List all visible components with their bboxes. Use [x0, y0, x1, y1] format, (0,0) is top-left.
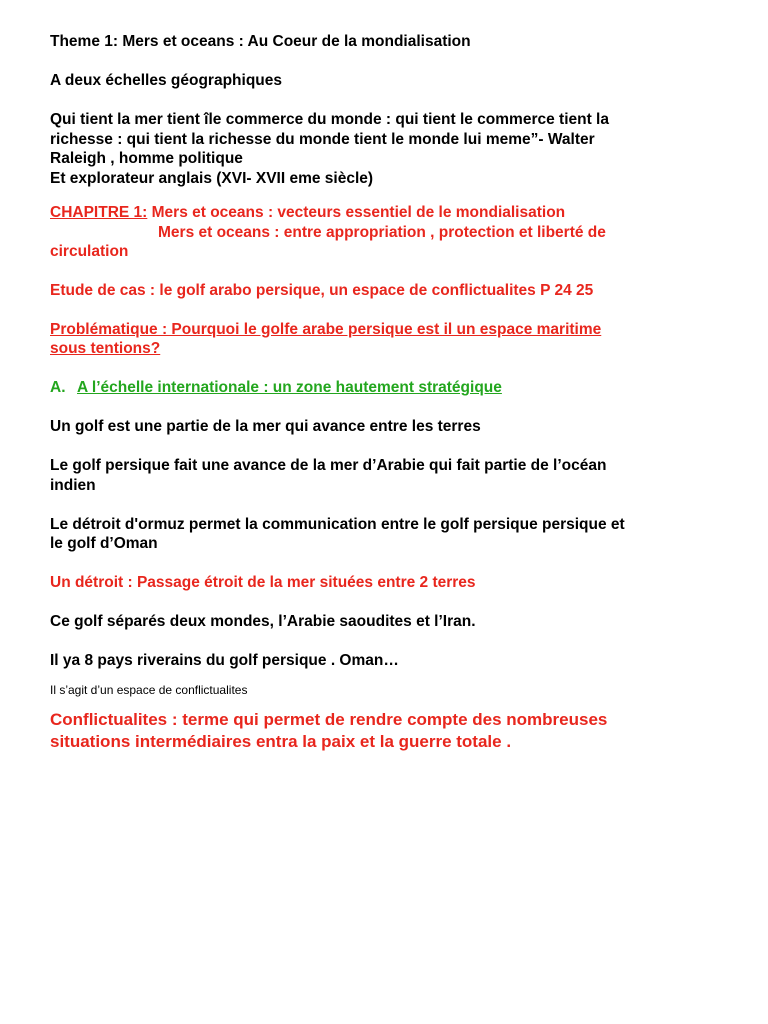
case-study-heading: Etude de cas : le golf arabo persique, un espace de conflictualites P 24 25: [50, 282, 594, 299]
chapter-line: Mers et oceans : entre appropriation , protection et liberté de: [158, 223, 606, 241]
quote-line: Qui tient la mer tient île commerce du monde : qui tient le commerce tient la: [50, 111, 609, 128]
chapter-title-1: Mers et oceans : vecteurs essentiel de le mondialisation: [147, 204, 566, 221]
espace-note: Il s’agit d’un espace de conflictualites: [50, 682, 248, 697]
quote-block: [50, 110, 730, 188]
chapter-line: [50, 203, 730, 223]
chapter-block: [50, 203, 730, 262]
definition-line: Conflictualites : terme qui permet de rendre compte des nombreuses: [50, 709, 608, 729]
document-title: Theme 1: Mers et oceans : Au Coeur de la mondialisation: [50, 33, 471, 50]
problematique-line: sous tentions?: [50, 340, 161, 357]
paragraph-line: Le golf persique fait une avance de la mer d’Arabie qui fait partie de l’océan: [50, 457, 607, 474]
paragraph-line: indien: [50, 476, 96, 494]
definition-line: situations intermédiaires entra la paix et la guerre totale .: [50, 731, 512, 751]
paragraph-line: Le détroit d'ormuz permet la communication entre le golf persique persique et: [50, 515, 625, 533]
detroit-definition: Un détroit : Passage étroit de la mer situées entre 2 terres: [50, 574, 476, 591]
golf-definition: Un golf est une partie de la mer qui avance entre les terres: [50, 418, 481, 435]
ormuz-paragraph: [50, 515, 730, 554]
section-a-heading: [50, 378, 730, 398]
deux-mondes-paragraph: Ce golf séparés deux mondes, l’Arabie saoudites et l’Iran.: [50, 613, 476, 630]
problematique-line: Problématique : Pourquoi le golfe arabe persique est il un espace maritime: [50, 320, 602, 338]
paragraph-line: le golf d’Oman: [50, 535, 158, 552]
section-a-title: A l’échelle internationale : un zone hautement stratégique: [77, 379, 502, 396]
quote-line: Et explorateur anglais (XVI- XVII eme siècle): [50, 169, 374, 187]
golf-persique-paragraph: [50, 456, 730, 495]
quote-line: richesse : qui tient la richesse du monde tient le monde lui meme”- Walter: [50, 130, 595, 148]
section-a-marker: A.: [50, 379, 66, 396]
chapter-label: CHAPITRE 1:: [50, 204, 148, 221]
document-subtitle: A deux échelles géographiques: [50, 72, 282, 89]
quote-line: Raleigh , homme politique: [50, 150, 243, 167]
chapter-line: circulation: [50, 243, 129, 260]
document-page: [50, 32, 730, 753]
problematique-block: [50, 320, 730, 359]
riverains-paragraph: Il ya 8 pays riverains du golf persique . Oman…: [50, 652, 399, 669]
conflictualites-definition: [50, 709, 730, 753]
